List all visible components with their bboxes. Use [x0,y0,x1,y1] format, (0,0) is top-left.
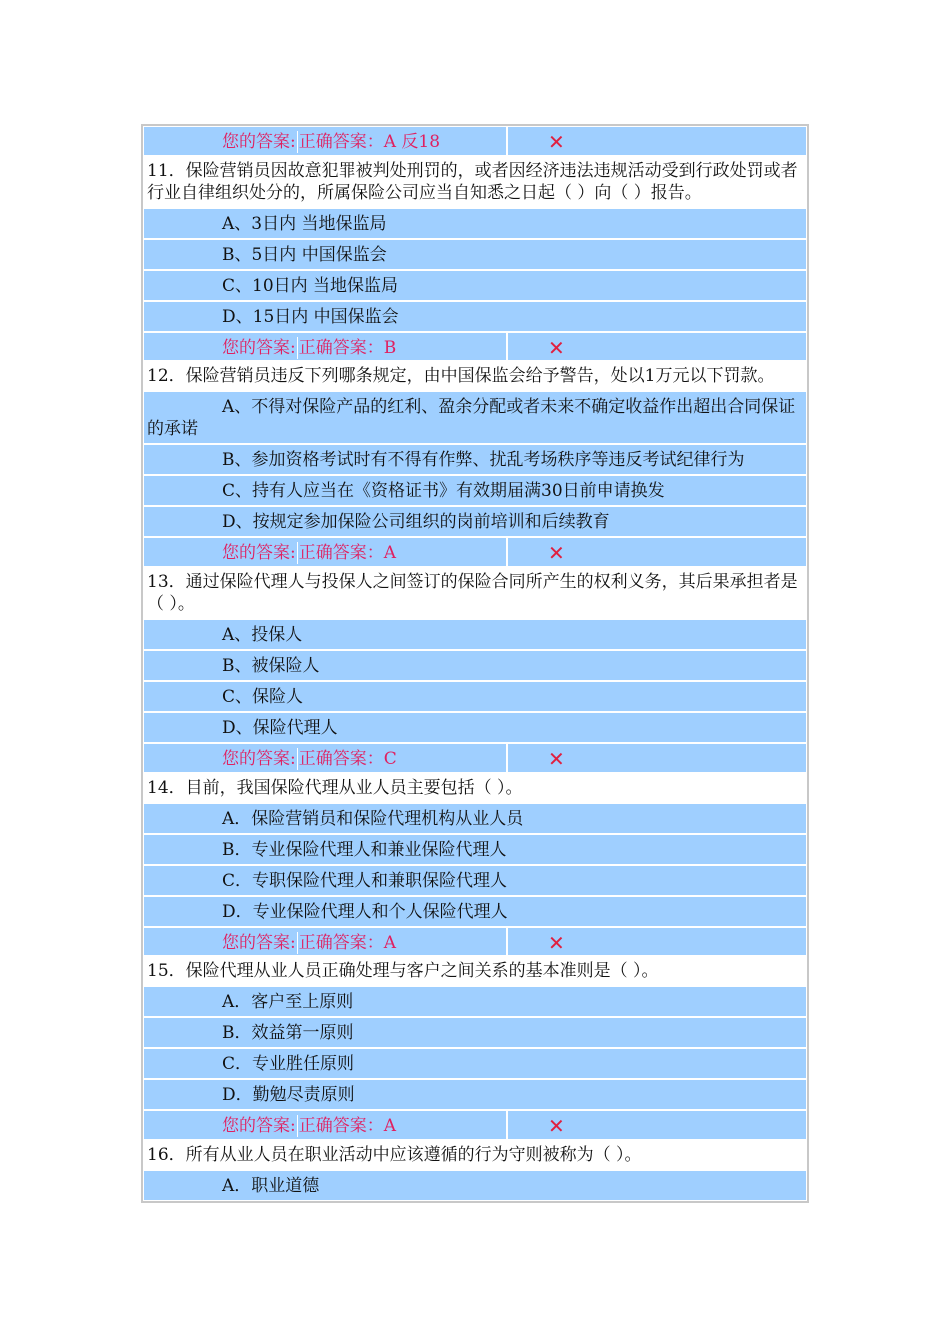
wrong-x-icon: ✕ [548,335,565,360]
cell-divider [297,542,298,564]
answer-option [143,506,807,537]
option-text: A、不得对保险产品的红利、盈余分配或者未来不确定收益作出超出合同保证的承诺 [147,397,796,440]
option-text: C、10日内 当地保监局 [222,275,399,296]
your-answer-label: 您的答案: [222,1116,296,1137]
cell-divider [297,1115,298,1137]
correct-answer-text: 正确答案：A [298,932,397,953]
option-text: D、15日内 中国保监会 [222,306,399,327]
question-text: 15．保险代理从业人员正确处理与客户之间关系的基本准则是（ ）。 [143,956,807,986]
question-text: 14．目前，我国保险代理从业人员主要包括（ ）。 [143,773,807,803]
answer-option [143,1048,807,1079]
answer-row [143,332,807,362]
your-answer-label: 您的答案: [222,337,296,358]
answer-option [143,475,807,506]
answer-option [143,803,807,834]
question-text: 13．通过保险代理人与投保人之间签订的保险合同所产生的权利义务，其后果承担者是（ ）。 [143,567,807,619]
result-cell [507,744,806,772]
option-text: D、保险代理人 [222,718,338,739]
result-cell [507,538,806,566]
option-text: A、3日内 当地保监局 [222,213,387,234]
option-text: D．勤勉尽责原则 [222,1085,355,1106]
your-answer-label: 您的答案: [222,543,296,564]
wrong-x-icon: ✕ [548,541,565,566]
option-text: A．客户至上原则 [222,992,354,1013]
option-text: B、被保险人 [222,656,320,677]
question-text: 12．保险营销员违反下列哪条规定，由中国保监会给予警告，处以1万元以下罚款。 [143,361,807,391]
option-text: D、按规定参加保险公司组织的岗前培训和后续教育 [222,512,610,533]
option-text: B、5日内 中国保监会 [222,244,387,265]
answer-option [143,896,807,927]
result-cell [507,127,806,155]
answer-row [143,537,807,567]
answer-option [143,1079,807,1110]
question-text: 16．所有从业人员在职业活动中应该遵循的行为守则被称为（ ）。 [143,1140,807,1170]
cell-divider [297,748,298,770]
wrong-x-icon: ✕ [548,930,565,955]
answer-option [143,681,807,712]
answer-option [143,1170,807,1201]
option-text: C、保险人 [222,687,304,708]
answer-option [143,239,807,270]
result-cell [507,1111,806,1139]
answer-row [143,1110,807,1140]
answer-option [143,619,807,650]
result-cell [507,928,806,956]
option-text: A、投保人 [222,625,303,646]
answer-cell [144,127,507,155]
option-text: C．专业胜任原则 [222,1054,355,1075]
cell-divider [297,131,298,153]
answer-option [143,391,807,444]
option-text: A．职业道德 [222,1176,320,1197]
cell-divider [297,337,298,359]
option-text: B．专业保险代理人和兼业保险代理人 [222,839,507,860]
answer-cell [144,538,507,566]
your-answer-label: 您的答案: [222,132,296,152]
correct-answer-text: 正确答案：B [298,337,397,358]
answer-cell [144,1111,507,1139]
wrong-x-icon: ✕ [548,747,565,772]
wrong-x-icon: ✕ [548,130,565,154]
your-answer-label: 您的答案: [222,932,296,953]
your-answer-label: 您的答案: [222,749,296,770]
answer-cell [144,744,507,772]
option-text: D．专业保险代理人和个人保险代理人 [222,901,508,922]
option-text: B．效益第一原则 [222,1023,354,1044]
answer-cell [144,928,507,956]
answer-option [143,986,807,1017]
option-text: B、参加资格考试时有不得有作弊、扰乱考场秩序等违反考试纪律行为 [222,450,745,471]
answer-option [143,270,807,301]
question-text: 11．保险营销员因故意犯罪被判处刑罚的，或者因经济违法违规活动受到行政处罚或者行业自律组织处分的，所属保险公司应当自知悉之日起（ ）向（ ）报告。 [143,156,807,208]
answer-option [143,1017,807,1048]
option-text: C．专职保险代理人和兼职保险代理人 [222,870,508,891]
answer-option [143,865,807,896]
correct-answer-text: 正确答案：A 反18 [298,132,441,152]
correct-answer-text: 正确答案：A [298,543,397,564]
answer-option [143,712,807,743]
correct-answer-text: 正确答案：A [298,1116,397,1137]
result-cell [507,333,806,361]
correct-answer-text: 正确答案：C [298,749,397,770]
answer-option [143,444,807,475]
cell-divider [297,932,298,954]
option-text: C、持有人应当在《资格证书》有效期届满30日前申请换发 [222,481,665,502]
answer-row [143,126,807,156]
quiz-table [141,124,809,1203]
answer-cell [144,333,507,361]
answer-option [143,208,807,239]
wrong-x-icon: ✕ [548,1114,565,1139]
answer-option [143,301,807,332]
answer-option [143,650,807,681]
answer-option [143,834,807,865]
option-text: A．保险营销员和保险代理机构从业人员 [222,808,524,829]
answer-row [143,927,807,957]
answer-row [143,743,807,773]
